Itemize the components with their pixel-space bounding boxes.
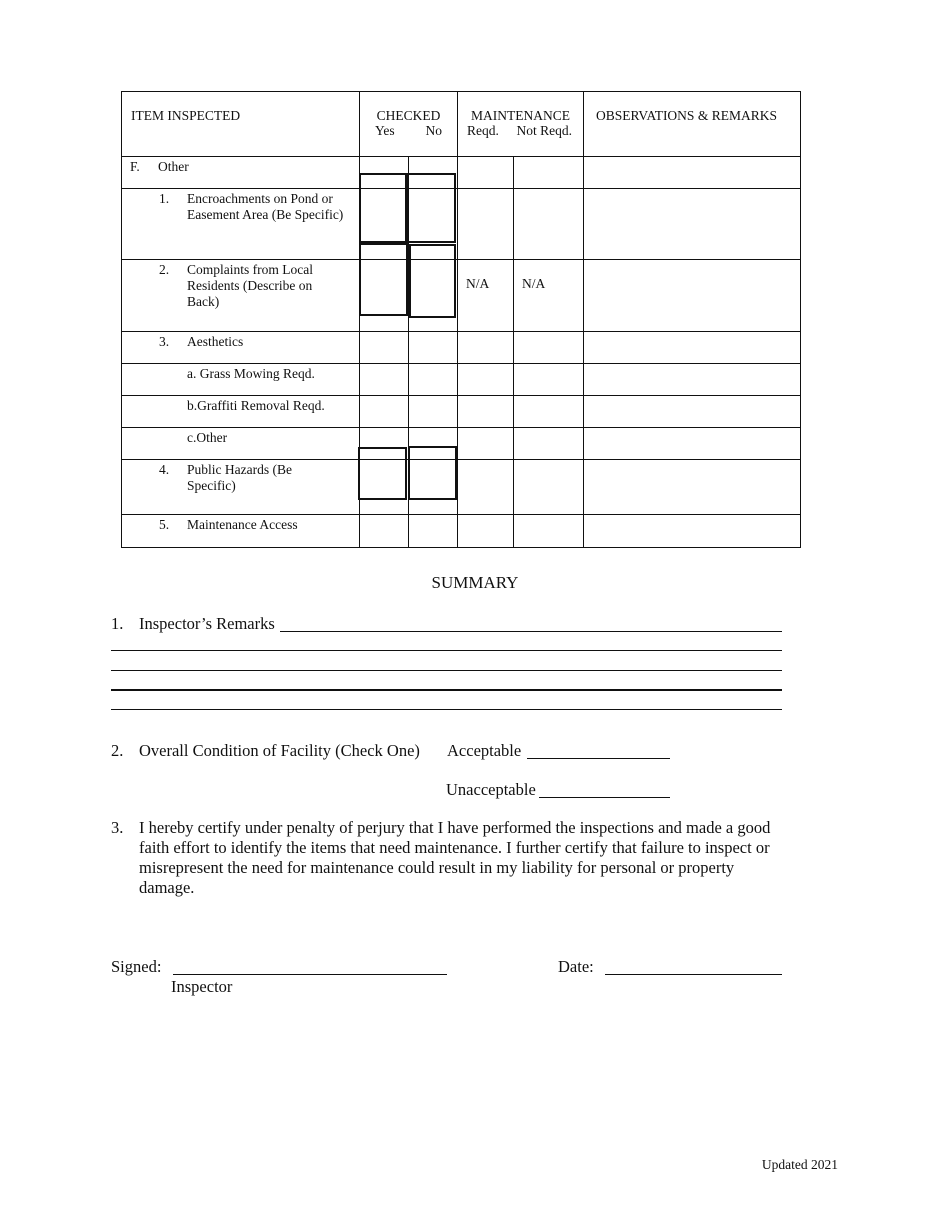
not-reqd-cell[interactable] (514, 428, 584, 460)
remarks-cell[interactable] (584, 364, 801, 396)
reqd-cell[interactable] (458, 157, 514, 189)
remarks-cell[interactable] (584, 396, 801, 428)
item-number: 2. (159, 262, 170, 277)
header-checked (360, 92, 458, 157)
table-header-row (122, 92, 801, 157)
item-label: Public Hazards (Be Specific) (187, 462, 292, 493)
not-reqd-cell[interactable] (514, 189, 584, 260)
remarks-line[interactable] (111, 650, 782, 651)
remarks-line[interactable] (111, 709, 782, 710)
cert-number: 3. (111, 818, 124, 837)
unacceptable-label: Unacceptable (446, 780, 536, 799)
remarks-cell[interactable] (584, 515, 801, 548)
remarks-cell[interactable] (584, 332, 801, 364)
no-label: No (425, 123, 442, 138)
certification-text: I hereby certify under penalty of perjury that I have performed the inspections and made a good faith effort to identify the items that need maintenance. I further certify that failure to inspect or misrepresent the need for maintenance could result in my liability for personal or property damage. (139, 818, 771, 897)
table-row (122, 428, 801, 460)
checkbox-yes-row1[interactable] (359, 173, 407, 243)
remarks-label: Inspector’s Remarks (139, 614, 275, 633)
item-cell (122, 515, 360, 548)
remarks-cell[interactable] (584, 260, 801, 332)
section-label: Other (158, 159, 189, 174)
item-number: 5. (159, 517, 170, 532)
no-cell[interactable] (409, 364, 458, 396)
item-label: Aesthetics (187, 334, 244, 349)
updated-footer: Updated 2021 (761, 1157, 838, 1172)
signed-sub-label: Inspector (171, 977, 233, 996)
header-maintenance (458, 92, 584, 157)
remarks-line[interactable] (111, 670, 782, 671)
reqd-cell[interactable] (458, 396, 514, 428)
condition-number: 2. (111, 741, 124, 760)
yes-cell[interactable] (360, 332, 409, 364)
signed-label: Signed: (111, 957, 162, 976)
item-cell (122, 260, 360, 332)
reqd-cell[interactable] (458, 364, 514, 396)
table-row (122, 396, 801, 428)
item-cell (122, 364, 360, 396)
not-reqd-cell[interactable] (514, 515, 584, 548)
reqd-label: Reqd. (467, 123, 499, 138)
item-label: Grass Mowing Reqd. (199, 366, 315, 381)
checkbox-yes-row4[interactable] (358, 447, 407, 500)
not-reqd-cell (514, 260, 584, 332)
reqd-cell[interactable] (458, 515, 514, 548)
item-label: Graffiti Removal Reqd. (197, 398, 325, 413)
remarks-line[interactable] (111, 689, 782, 691)
reqd-cell[interactable] (458, 460, 514, 515)
no-cell[interactable] (409, 332, 458, 364)
table-row (122, 460, 801, 515)
table-row (122, 515, 801, 548)
checkbox-no-row4[interactable] (408, 446, 457, 500)
item-label: Encroachments on Pond or Easement Area (Be Specific) (187, 191, 344, 222)
no-cell[interactable] (409, 396, 458, 428)
not-reqd-cell[interactable] (514, 396, 584, 428)
checkbox-no-row2[interactable] (409, 244, 456, 318)
item-cell (122, 396, 360, 428)
acceptable-label: Acceptable (447, 741, 522, 760)
not-reqd-cell[interactable] (514, 157, 584, 189)
not-reqd-cell[interactable] (514, 332, 584, 364)
reqd-cell[interactable] (458, 428, 514, 460)
signature-line[interactable] (173, 974, 447, 975)
item-number: 4. (159, 462, 170, 477)
item-number: 1. (159, 191, 170, 206)
section-letter: F. (130, 159, 140, 174)
checkbox-no-row1[interactable] (407, 173, 456, 243)
checked-label: CHECKED (376, 108, 441, 123)
item-number: a. (187, 366, 197, 381)
date-line[interactable] (605, 974, 782, 975)
item-label: Complaints from Local Residents (Describe on Back) (187, 262, 313, 309)
summary-title: SUMMARY (431, 573, 519, 592)
header-observations: OBSERVATIONS & REMARKS (584, 92, 801, 157)
reqd-cell[interactable] (458, 189, 514, 260)
remarks-line[interactable] (280, 631, 782, 632)
reqd-cell (458, 260, 514, 332)
item-cell (122, 189, 360, 260)
item-cell (122, 428, 360, 460)
date-label: Date: (558, 957, 594, 976)
remarks-cell[interactable] (584, 189, 801, 260)
remarks-cell[interactable] (584, 157, 801, 189)
item-number: b. (187, 398, 198, 413)
yes-label: Yes (375, 123, 395, 138)
yes-cell[interactable] (360, 396, 409, 428)
remarks-number: 1. (111, 614, 124, 633)
not-reqd-cell[interactable] (514, 460, 584, 515)
no-cell[interactable] (409, 515, 458, 548)
table-row (122, 364, 801, 396)
certification-paragraph (111, 818, 791, 898)
table-row (122, 157, 801, 189)
item-cell (122, 332, 360, 364)
item-number: c. (187, 430, 197, 445)
condition-label: Overall Condition of Facility (Check One) (139, 741, 420, 760)
na-value: N/A (466, 276, 490, 291)
maintenance-label: MAINTENANCE (471, 108, 570, 123)
yes-cell[interactable] (360, 515, 409, 548)
item-number: 3. (159, 334, 170, 349)
item-label: Maintenance Access (187, 517, 298, 532)
inspection-table (121, 91, 801, 548)
header-item-inspected: ITEM INSPECTED (122, 92, 360, 157)
not-reqd-cell[interactable] (514, 364, 584, 396)
section-f-cell (122, 157, 360, 189)
checkbox-yes-row2[interactable] (359, 243, 408, 316)
item-label: Other (196, 430, 228, 445)
item-cell (122, 460, 360, 515)
unacceptable-line[interactable] (539, 797, 670, 798)
reqd-cell[interactable] (458, 332, 514, 364)
not-reqd-label: Not Reqd. (516, 123, 572, 138)
table-row (122, 189, 801, 260)
acceptable-line[interactable] (527, 758, 670, 759)
na-value: N/A (522, 276, 546, 291)
table-row (122, 260, 801, 332)
remarks-cell[interactable] (584, 428, 801, 460)
remarks-cell[interactable] (584, 460, 801, 515)
table-row (122, 332, 801, 364)
yes-cell[interactable] (360, 364, 409, 396)
